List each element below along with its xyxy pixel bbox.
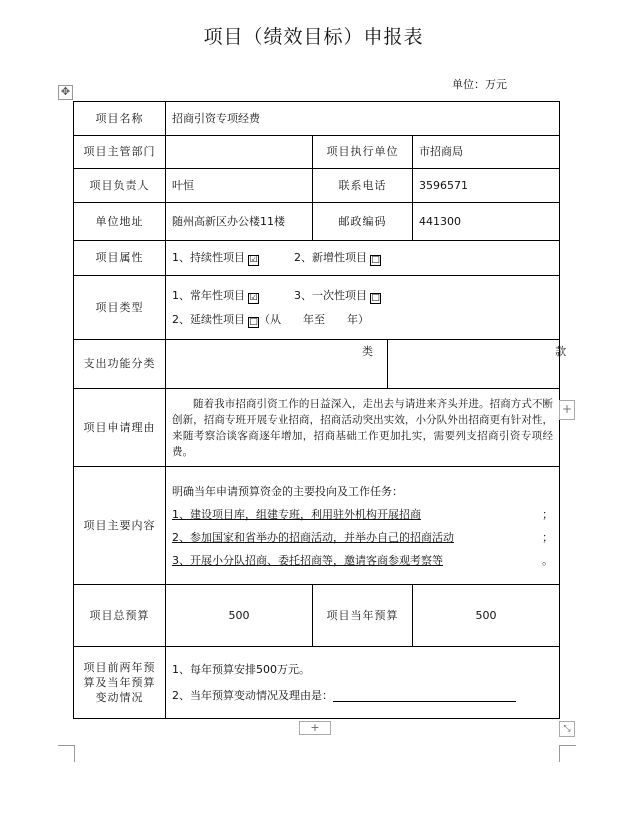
main-content-item-2-end: ；	[542, 530, 554, 544]
project-name-label: 项目名称	[74, 102, 166, 136]
table-move-handle[interactable]: ✥	[58, 85, 73, 100]
main-content-item-2	[172, 526, 553, 549]
option-continuing-label: 1、持续性项目	[172, 251, 245, 264]
postcode-label: 邮政编码	[313, 203, 413, 241]
unit-note: 单位：万元	[452, 78, 507, 91]
main-content-cell[interactable]	[166, 467, 560, 585]
row-owner	[74, 169, 560, 203]
budget-history-line-2-text: 2、当年预算变动情况及理由是：	[172, 688, 333, 702]
function-class-label: 支出功能分类	[74, 340, 166, 389]
page-title: 项目（绩效目标）申报表	[203, 26, 424, 48]
reason-text[interactable]: 随着我市招商引资工作的日益深入，走出去与请进来齐头并进。招商方式不断创新，招商专班开展专业招商，招商活动突出实效，小分队外出招商更有针对性，来随考察洽谈客商逐年增加，招商基础工作更加扎实，需要列支招商引资专项经费。	[166, 389, 560, 467]
annual-budget-label: 项目当年预算	[313, 585, 413, 647]
department-label: 项目主管部门	[74, 136, 166, 169]
main-content-item-3	[172, 549, 553, 572]
row-budget	[74, 585, 560, 647]
option-extended-label: 2、延续性项目	[172, 312, 245, 326]
main-content-intro: 明确当年申请预算资金的主要投向及工作任务：	[172, 484, 403, 498]
budget-history-line-2	[172, 683, 553, 709]
main-content-item-3-text: 3、开展小分队招商、委托招商等，邀请客商参观考察等	[172, 553, 443, 567]
address-value[interactable]: 随州高新区办公楼11楼	[166, 203, 313, 241]
row-project-name	[74, 102, 560, 136]
row-budget-history	[74, 647, 560, 719]
option-extended-checkbox[interactable]: □	[249, 316, 258, 327]
main-content-label: 项目主要内容	[74, 467, 166, 585]
row-address	[74, 203, 560, 241]
type-options	[166, 276, 560, 340]
phone-label: 联系电话	[313, 169, 413, 203]
function-class-subcategory-text: 款	[555, 345, 567, 358]
owner-label: 项目负责人	[74, 169, 166, 203]
main-content-item-3-end: 。	[542, 553, 554, 567]
row-attribute	[74, 241, 560, 276]
project-name-value[interactable]: 招商引资专项经费	[166, 102, 560, 136]
main-content-item-2-text: 2、参加国家和省举办的招商活动，并举办自己的招商活动	[172, 530, 454, 544]
option-new-label: 2、新增性项目	[294, 251, 367, 264]
reason-label: 项目申请理由	[74, 389, 166, 467]
option-onetime-label: 3、一次性项目	[294, 288, 367, 302]
department-value[interactable]	[166, 136, 313, 169]
budget-history-cell[interactable]	[166, 647, 560, 719]
table-resize-handle[interactable]: ⤡	[559, 721, 575, 737]
total-budget-label: 项目总预算	[74, 585, 166, 647]
main-content-item-1	[172, 503, 553, 526]
page-corner-mark-left	[58, 745, 75, 762]
postcode-value[interactable]: 441300	[413, 203, 560, 241]
row-main-content	[74, 467, 560, 585]
add-column-button[interactable]: +	[559, 400, 575, 420]
row-function-class	[74, 340, 560, 389]
option-new-checkbox[interactable]: □	[371, 255, 380, 265]
executing-unit-label: 项目执行单位	[313, 136, 413, 169]
main-content-item-1-end: ；	[542, 507, 554, 521]
add-row-button[interactable]: +	[299, 721, 331, 735]
function-class-subcategory[interactable]	[388, 340, 567, 389]
attribute-label: 项目属性	[74, 241, 166, 276]
option-continuing-checkbox[interactable]: ☑	[249, 255, 258, 265]
executing-unit-value[interactable]: 市招商局	[413, 136, 560, 169]
budget-history-blank[interactable]	[333, 689, 516, 702]
type-label: 项目类型	[74, 276, 166, 340]
option-onetime-checkbox[interactable]: □	[371, 292, 380, 303]
owner-value[interactable]: 叶恒	[166, 169, 313, 203]
row-type	[74, 276, 560, 340]
total-budget-value[interactable]: 500	[166, 585, 313, 647]
option-extended-period: （从 年至 年）	[259, 312, 369, 326]
phone-value[interactable]: 3596571	[413, 169, 560, 203]
option-annual-label: 1、常年性项目	[172, 288, 245, 302]
annual-budget-value[interactable]: 500	[413, 585, 560, 647]
function-class-category[interactable]: 类	[166, 340, 388, 389]
application-form-table	[73, 101, 567, 719]
budget-history-line-1: 1、每年预算安排500万元。	[172, 662, 310, 676]
main-content-item-1-text: 1、建设项目库，组建专班，利用驻外机构开展招商	[172, 507, 421, 521]
address-label: 单位地址	[74, 203, 166, 241]
attribute-options	[166, 241, 560, 276]
page-corner-mark-right	[559, 745, 576, 762]
option-annual-checkbox[interactable]: ☑	[249, 292, 258, 303]
row-department	[74, 136, 560, 169]
row-reason	[74, 389, 560, 467]
budget-history-label: 项目前两年预算及当年预算变动情况	[74, 647, 166, 719]
